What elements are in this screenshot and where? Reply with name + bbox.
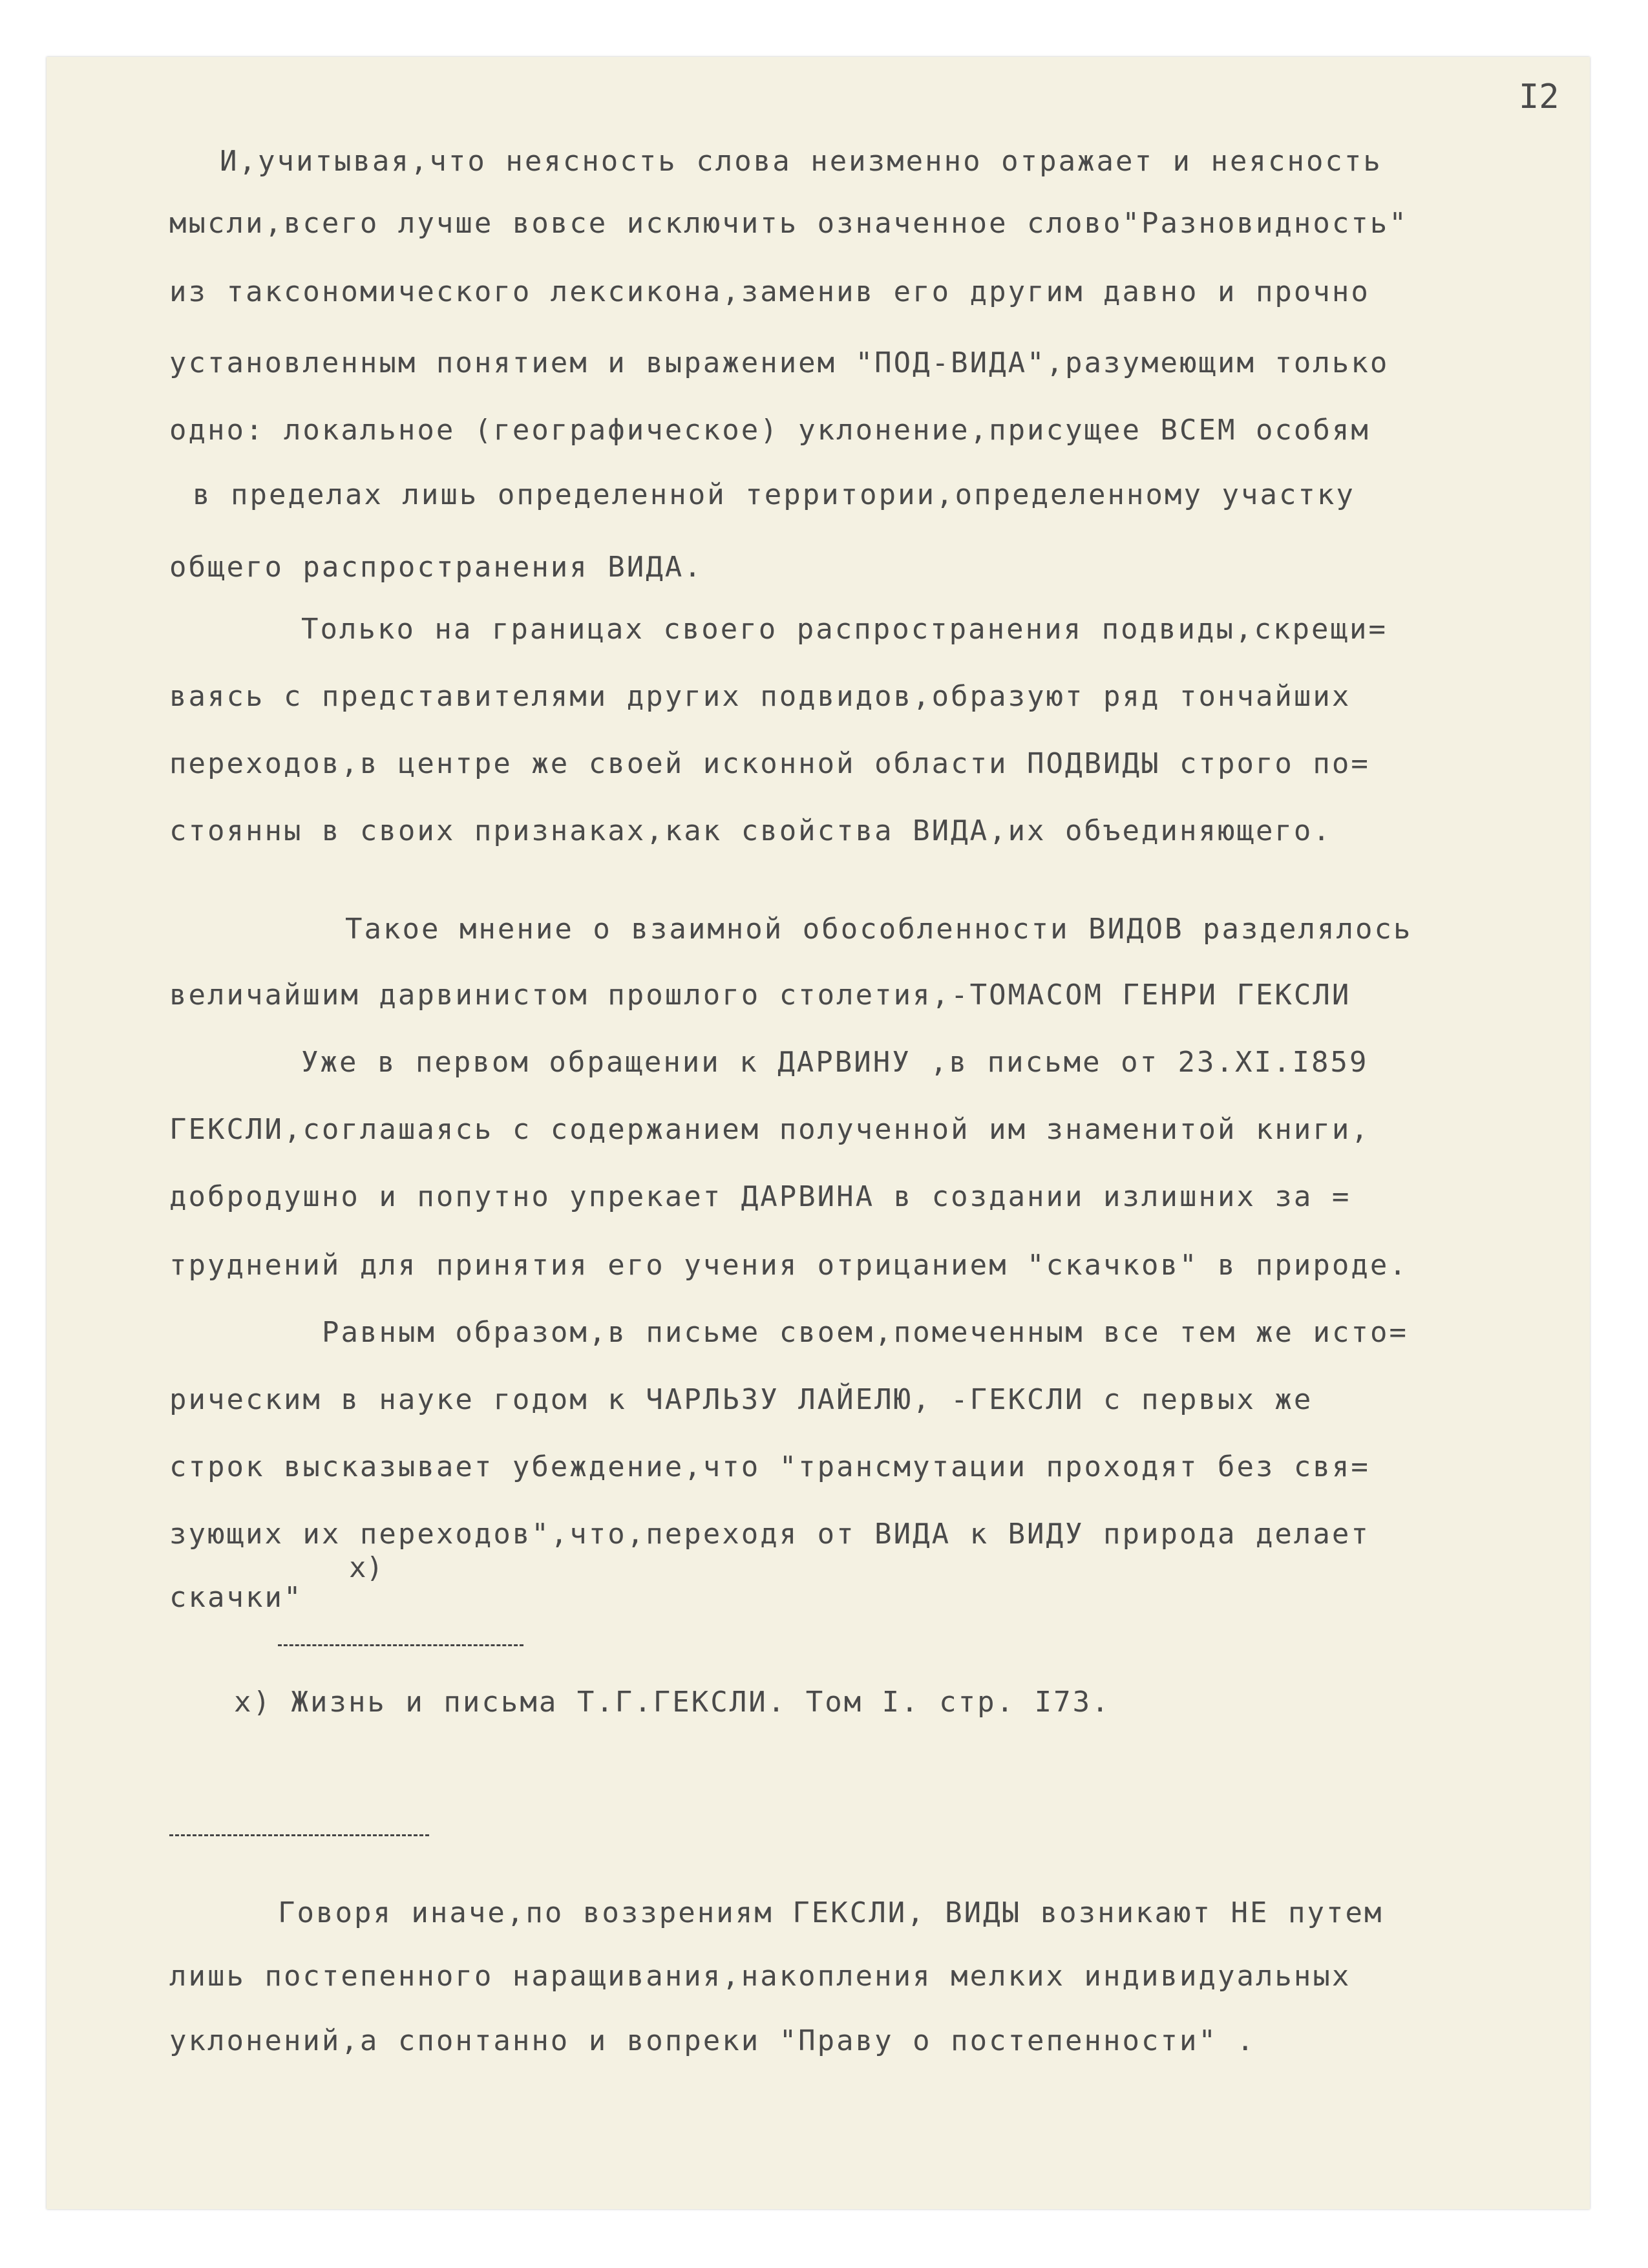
paragraph-1-line-1: И,учитывая,что неясность слова неизменно отражает и неясность	[220, 145, 1382, 178]
final-paragraph-line-2: лишь постепенного наращивания,накопления мелких индивидуальных	[169, 1960, 1351, 1993]
paragraph-5-line-1: Равным образом,в письме своем,помеченным все тем же исто=	[322, 1316, 1408, 1349]
paragraph-1-line-6: в пределах лишь определенной территории,определенному участку	[193, 478, 1355, 511]
paragraph-3-line-1: Такое мнение о взаимной обособленности ВИДОВ разделялось	[345, 913, 1413, 946]
paragraph-2-line-4: стоянны в своих признаках,как свойства ВИДА,их объединяющего.	[169, 814, 1332, 847]
final-paragraph-line-1: Говоря иначе,по воззрениям ГЕКСЛИ, ВИДЫ возникают НЕ путем	[278, 1896, 1384, 1929]
paragraph-1-line-5: одно: локальное (географическое) уклонение,присущее ВСЕМ особям	[169, 414, 1370, 447]
paragraph-4-line-4: труднений для принятия его учения отрицанием "скачков" в природе.	[169, 1249, 1408, 1282]
paragraph-4-line-3: добродушно и попутно упрекает ДАРВИНА в создании излишних за =	[169, 1180, 1351, 1213]
paragraph-1-line-3: из таксономического лексикона,заменив его другим давно и прочно	[169, 275, 1370, 308]
paragraph-2-line-3: переходов,в центре же своей исконной области ПОДВИДЫ строго по=	[169, 747, 1370, 780]
section-separator	[169, 1834, 429, 1836]
paragraph-2-line-1: Только на границах своего распространения подвиды,скрещи=	[301, 613, 1388, 646]
final-paragraph-line-3: уклонений,а спонтанно и вопреки "Праву о постепенности" .	[169, 2024, 1256, 2057]
paragraph-4-line-1: Уже в первом обращении к ДАРВИНУ ,в письме от 23.XI.I859	[301, 1046, 1369, 1079]
paragraph-5-line-3: строк высказывает убеждение,что "трансмутации проходят без свя=	[169, 1450, 1370, 1483]
footnote-reference-marker: x)	[349, 1551, 383, 1584]
paragraph-5-line-2: рическим в науке годом к ЧАРЛЬЗУ ЛАЙЕЛЮ, -ГЕКСЛИ с первых же	[169, 1383, 1313, 1416]
paragraph-1-line-2: мысли,всего лучше вовсе исключить означенное слово"Разновидность"	[169, 207, 1408, 240]
paragraph-5-line-4: зующих их переходов",что,переходя от ВИДА к ВИДУ природа делает	[169, 1518, 1370, 1551]
paragraph-2-line-2: ваясь с представителями других подвидов,образуют ряд тончайших	[169, 680, 1351, 713]
paragraph-1-line-4: установленным понятием и выражением "ПОД-ВИДА",разумеющим только	[169, 346, 1389, 379]
footnote-separator	[278, 1644, 523, 1646]
paragraph-1-line-7: общего распространения ВИДА.	[169, 551, 703, 584]
paragraph-5-line-5: скачки"	[169, 1581, 303, 1614]
page-number: I2	[1519, 78, 1559, 116]
footnote-text: x) Жизнь и письма Т.Г.ГЕКСЛИ. Том I. стр. I73.	[234, 1686, 1111, 1719]
paragraph-3-line-2: величайшим дарвинистом прошлого столетия,-ТОМАСОМ ГЕНРИ ГЕКСЛИ	[169, 979, 1351, 1012]
paragraph-4-line-2: ГЕКСЛИ,соглашаясь с содержанием полученной им знаменитой книги,	[169, 1113, 1370, 1146]
